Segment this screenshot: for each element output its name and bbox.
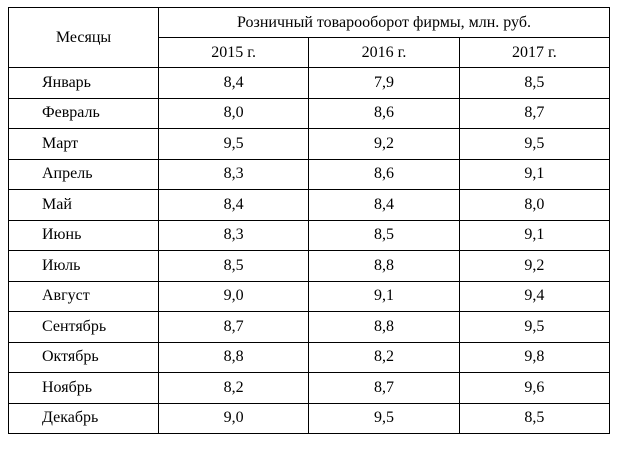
year-header-2015: 2015 г. [159, 38, 309, 68]
value-cell-2015: 8,3 [159, 159, 309, 190]
value-cell-2015: 9,0 [159, 403, 309, 434]
year-header-2017: 2017 г. [459, 38, 609, 68]
value-cell-2016: 8,8 [309, 312, 459, 343]
value-cell-2016: 8,5 [309, 220, 459, 251]
table-row [9, 159, 610, 190]
table-row [9, 68, 610, 99]
month-cell: Август [9, 281, 159, 312]
year-header-2016: 2016 г. [309, 38, 459, 68]
value-cell-2015: 8,4 [159, 190, 309, 221]
table-row [9, 190, 610, 221]
table-row [9, 251, 610, 282]
month-cell: Ноябрь [9, 373, 159, 404]
value-cell-2015: 8,7 [159, 312, 309, 343]
value-cell-2016: 8,6 [309, 98, 459, 129]
value-cell-2016: 8,4 [309, 190, 459, 221]
month-cell: Июнь [9, 220, 159, 251]
table-row [9, 220, 610, 251]
value-cell-2016: 9,2 [309, 129, 459, 160]
value-cell-2017: 8,0 [459, 190, 609, 221]
value-cell-2015: 9,5 [159, 129, 309, 160]
table-body [9, 68, 610, 434]
month-cell: Февраль [9, 98, 159, 129]
value-cell-2017: 8,5 [459, 68, 609, 99]
value-cell-2017: 8,5 [459, 403, 609, 434]
table-row [9, 98, 610, 129]
turnover-group-header: Розничный товарооборот фирмы, млн. руб. [159, 8, 610, 38]
value-cell-2015: 8,8 [159, 342, 309, 373]
table-row [9, 312, 610, 343]
value-cell-2017: 9,2 [459, 251, 609, 282]
value-cell-2017: 9,1 [459, 159, 609, 190]
value-cell-2017: 9,4 [459, 281, 609, 312]
table-row [9, 403, 610, 434]
value-cell-2016: 8,8 [309, 251, 459, 282]
month-cell: Октябрь [9, 342, 159, 373]
month-cell: Декабрь [9, 403, 159, 434]
value-cell-2016: 9,1 [309, 281, 459, 312]
retail-turnover-table [8, 7, 610, 434]
value-cell-2017: 8,7 [459, 98, 609, 129]
table-row [9, 373, 610, 404]
month-cell: Июль [9, 251, 159, 282]
value-cell-2016: 8,2 [309, 342, 459, 373]
value-cell-2016: 7,9 [309, 68, 459, 99]
value-cell-2017: 9,5 [459, 129, 609, 160]
value-cell-2016: 9,5 [309, 403, 459, 434]
month-cell: Январь [9, 68, 159, 99]
value-cell-2015: 8,0 [159, 98, 309, 129]
month-column-header: Месяцы [9, 8, 159, 68]
table-row [9, 129, 610, 160]
value-cell-2015: 8,5 [159, 251, 309, 282]
month-cell: Сентябрь [9, 312, 159, 343]
month-cell: Май [9, 190, 159, 221]
value-cell-2017: 9,6 [459, 373, 609, 404]
value-cell-2016: 8,6 [309, 159, 459, 190]
month-cell: Апрель [9, 159, 159, 190]
value-cell-2015: 8,4 [159, 68, 309, 99]
value-cell-2015: 8,3 [159, 220, 309, 251]
value-cell-2017: 9,1 [459, 220, 609, 251]
table-row [9, 281, 610, 312]
value-cell-2017: 9,8 [459, 342, 609, 373]
header-row-group [9, 8, 610, 38]
value-cell-2016: 8,7 [309, 373, 459, 404]
value-cell-2017: 9,5 [459, 312, 609, 343]
value-cell-2015: 8,2 [159, 373, 309, 404]
table-row [9, 342, 610, 373]
month-cell: Март [9, 129, 159, 160]
value-cell-2015: 9,0 [159, 281, 309, 312]
